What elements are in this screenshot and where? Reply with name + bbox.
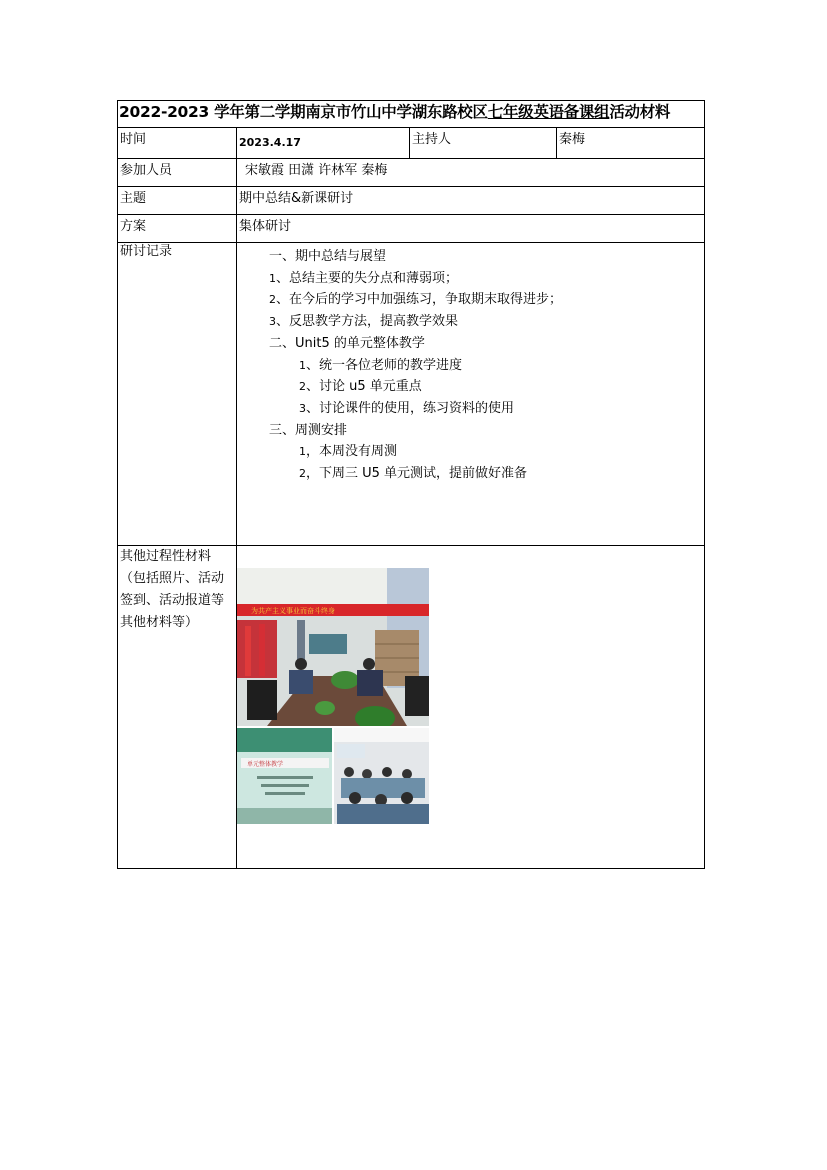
banner-text: 为共产主义事业而奋斗终身 bbox=[251, 607, 335, 615]
record-item bbox=[239, 333, 702, 355]
other-label-line: 签到、活动报道等 bbox=[120, 593, 225, 608]
record-item-number: 2 bbox=[299, 467, 306, 481]
record-item-text: ，下周三 U5 单元测试，提前做好准备 bbox=[306, 466, 528, 482]
other-label-line: 其他材料等） bbox=[120, 615, 199, 630]
record-item-text: 、讨论 u5 单元重点 bbox=[306, 379, 422, 395]
record-item-text: 一、期中总结与展望 bbox=[269, 249, 387, 264]
record-item-text: 三、周测安排 bbox=[269, 422, 348, 438]
record-item-number: 3 bbox=[299, 401, 306, 415]
record-list bbox=[239, 246, 702, 485]
record-item-number: 1 bbox=[299, 445, 306, 459]
record-item bbox=[239, 420, 702, 442]
record-item bbox=[239, 355, 702, 377]
record-item-number: 3 bbox=[269, 315, 276, 329]
screen-text: 单元整体教学 bbox=[247, 761, 284, 768]
record-item bbox=[239, 376, 702, 398]
plan-label: 方案 bbox=[118, 215, 237, 243]
photo-cell bbox=[237, 546, 705, 869]
record-item-text: 、总结主要的失分点和薄弱项； bbox=[276, 270, 459, 286]
other-label-line: 其他过程性材料 bbox=[120, 549, 212, 564]
activity-record-table bbox=[117, 100, 705, 869]
record-item bbox=[239, 246, 702, 268]
record-item-text: 、在今后的学习中加强练习，争取期末取得进步； bbox=[276, 292, 563, 308]
record-item bbox=[239, 289, 702, 311]
record-item-number: 1 bbox=[269, 271, 276, 285]
meeting-photo-collage bbox=[237, 568, 429, 824]
meeting-photo bbox=[237, 568, 429, 824]
record-item bbox=[239, 441, 702, 463]
topic-label: 主题 bbox=[118, 187, 237, 215]
participants-value: 宋敏霞 田潇 许林军 秦梅 bbox=[237, 159, 705, 187]
record-item-number: 2 bbox=[299, 380, 306, 394]
title-underlined: 七年级英语备课组 bbox=[487, 103, 610, 121]
record-item-text: ，本周没有周测 bbox=[306, 444, 398, 460]
date-value: 2023.4.17 bbox=[237, 128, 410, 159]
record-item-text: 、反思教学方法，提高教学效果 bbox=[276, 314, 459, 330]
other-label-line: （包括照片、活动 bbox=[120, 571, 225, 586]
other-materials-label bbox=[118, 546, 237, 869]
record-item-text: 二、Unit5 的单元整体教学 bbox=[269, 335, 425, 351]
title-suffix: 活动材料 bbox=[609, 103, 671, 121]
topic-value: 期中总结&新课研讨 bbox=[237, 187, 705, 215]
title-prefix: 2022-2023 学年第二学期南京市竹山中学湖东路校区 bbox=[119, 103, 488, 121]
document-title bbox=[118, 101, 705, 128]
participants-label: 参加人员 bbox=[118, 159, 237, 187]
record-item-number: 1 bbox=[299, 358, 306, 372]
host-value: 秦梅 bbox=[557, 128, 705, 159]
record-item bbox=[239, 463, 702, 485]
record-item-number: 2 bbox=[269, 293, 276, 307]
record-item-text: 、讨论课件的使用，练习资料的使用 bbox=[306, 400, 515, 416]
record-item-text: 、统一各位老师的教学进度 bbox=[306, 357, 463, 373]
record-item bbox=[239, 311, 702, 333]
plan-value: 集体研讨 bbox=[237, 215, 705, 243]
record-item bbox=[239, 268, 702, 290]
time-label: 时间 bbox=[118, 128, 237, 159]
host-label: 主持人 bbox=[410, 128, 557, 159]
record-item bbox=[239, 398, 702, 420]
record-label: 研讨记录 bbox=[118, 243, 237, 546]
record-content bbox=[237, 243, 705, 546]
